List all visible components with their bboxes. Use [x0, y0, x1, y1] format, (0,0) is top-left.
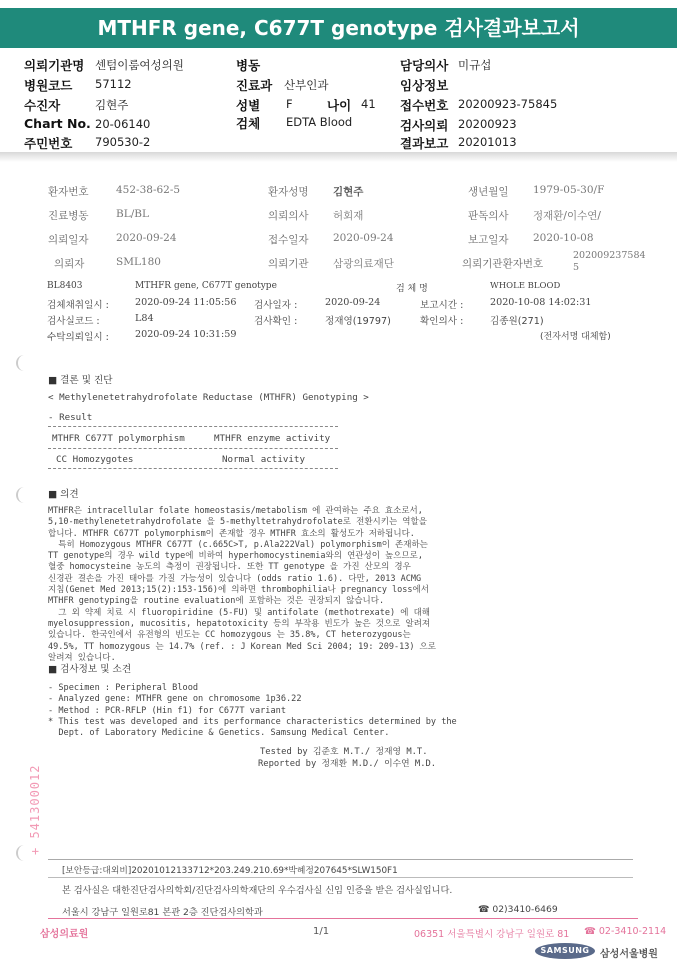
punch-mark-2 [16, 487, 28, 503]
ward-label: 병동 [236, 58, 261, 73]
reqdoc-value: 허회재 [333, 210, 364, 222]
info-line: - Specimen : Peripheral Blood [48, 683, 199, 693]
opinion-line: 특히 Homozygous MTHFR C677T (c.665C>T, p.Ala222Val) polymorphism이 존재하는 [48, 539, 428, 550]
opinion-line: 49.5%, TT homozygous 는 14.7% (ref. : J Korean Med Sci 2004; 19: 209-13) 으로 [48, 641, 436, 652]
rrn-value: 790530-2 [95, 135, 151, 149]
opinion-line: MTHFR genotyping을 routine evaluation에 포함하는 것은 권장되지 않습니다. [48, 596, 385, 607]
result-val1: CC Homozygotes [56, 454, 134, 465]
hospital-left: 삼성의료원 [40, 929, 89, 940]
hcode-value: 57112 [95, 77, 132, 91]
doctor-label: 담당의사 [400, 58, 449, 73]
result-subtitle: < Methylenetetrahydrofolate Reductase (MTHFR) Genotyping > [48, 392, 369, 403]
pid-label: 환자번호 [48, 186, 89, 198]
phone-bottom: ☎ 02-3410-2114 [584, 926, 667, 937]
header-shadow [0, 152, 677, 162]
readdoc-value: 정재환/이수연/ [533, 210, 601, 222]
opinion-line: 합니다. MTHFR C677T polymorphism이 존재할 경우 MTHFR 효소의 활성도가 저하됩니다. [48, 528, 415, 539]
opinion-line: TT genotype의 경우 wild type에 비하여 hyperhomocystinemia와의 연관성이 높으므로, [48, 551, 423, 562]
dept-label: 진료과 [236, 78, 273, 93]
reqorg-value: SML180 [116, 256, 161, 268]
age-label: 나이 [327, 98, 352, 113]
punch-mark-1 [16, 355, 28, 371]
opinion-line: 알려져 있습니다. [48, 652, 116, 663]
inst-value: 삼광의료재단 [333, 258, 394, 270]
address-bottom: 06351 서울특별시 강남구 일원로 81 [414, 929, 570, 940]
phone-line: ☎ 02)3410-6469 [478, 904, 558, 915]
address-line: 서울시 강남구 일원로81 본관 2층 진단검사의학과 [62, 907, 263, 918]
opinion-heading: ■ 의견 [48, 489, 79, 500]
org-label: 의뢰기관명 [24, 58, 85, 73]
side-code: + 541300012 [28, 764, 42, 855]
confirm-value: 정재영(19797) [325, 316, 391, 327]
sex-label: 성별 [236, 98, 261, 113]
esign-note: (전자서명 대체함) [540, 332, 611, 342]
security-line: [보안등급:대외비]20201012133712*203.249.210.69*박혜정207645*SLW150F1 [62, 866, 398, 876]
hcode-label: 병원코드 [24, 78, 73, 93]
readdoc-label: 판독의사 [468, 210, 509, 222]
spec-value: EDTA Blood [286, 115, 353, 129]
opinion-line: 그 외 약제 치료 시 fluoropiridine (5-FU) 및 antifolate (methotrexate) 에 대해 [48, 607, 431, 618]
instpid-value-2: 5 [573, 262, 580, 273]
hospital-right: 삼성서울병원 [600, 949, 658, 960]
result-heading: ■ 결론 및 진단 [48, 375, 113, 386]
lab-value: L84 [135, 313, 154, 324]
specimen-value: WHOLE BLOOD [490, 281, 561, 291]
tested-by: Tested by 김준호 M.T./ 정재영 M.T. [260, 747, 428, 757]
req-value: 20200923 [458, 117, 517, 131]
testdate-label: 검사일자 : [254, 300, 298, 311]
confdoc-label: 확인의사 : [420, 316, 464, 327]
dob-value: 1979-05-30/F [533, 184, 605, 196]
recvtime-value: 2020-09-24 10:31:59 [135, 329, 237, 340]
rcvdate-label: 접수일자 [268, 234, 309, 246]
cert-line: 본 검사실은 대한진단검사의학회/진단검사의학재단의 우수검사실 신임 인증을 받은 검사실입니다. [62, 885, 453, 896]
opinion-line: 혈중 homocysteine 농도의 측정이 권장됩니다. 또한 TT genotype 을 가진 산모의 경우 [48, 562, 411, 573]
result-col1: MTHFR C677T polymorphism [52, 433, 185, 444]
pname-value: 김현주 [333, 186, 364, 198]
info-line: * This test was developed and its performance characteristics determined by the [48, 716, 457, 727]
recv-value: 김현주 [95, 98, 129, 112]
samsung-logo-text: SAMSUNG [540, 946, 590, 955]
info-line: - Method : PCR-RFLP (Hin f1) for C677T variant [48, 705, 286, 716]
info-body [48, 683, 457, 739]
footer-rule-top [48, 859, 633, 860]
result-rule-bottom [48, 468, 338, 469]
result-rule-top [48, 426, 338, 427]
spec-label: 검체 [236, 116, 261, 131]
ward2-label: 진료병동 [48, 210, 89, 222]
recv-label: 수진자 [24, 98, 61, 113]
result-col2: MTHFR enzyme activity [214, 433, 331, 444]
acc-value: 20200923-75845 [458, 97, 558, 111]
confirm-label: 검사확인 : [254, 316, 298, 327]
coll-value: 2020-09-24 11:05:56 [135, 297, 237, 308]
pid-value: 452-38-62-5 [116, 184, 181, 196]
result-rule-mid [48, 448, 338, 449]
info-heading: ■ 검사정보 및 소견 [48, 664, 132, 675]
acc-label: 접수번호 [400, 98, 449, 113]
reptime-label: 보고시간 : [420, 300, 464, 311]
repdate-label: 보고일자 [468, 234, 509, 246]
result-val2: Normal activity [222, 454, 305, 465]
info-line: Dept. of Laboratory Medicine & Genetics. Samsung Medical Center. [48, 728, 390, 739]
rep-value: 20201013 [458, 135, 517, 149]
rcvdate-value: 2020-09-24 [333, 232, 394, 244]
req-label: 검사의뢰 [400, 118, 449, 133]
org-value: 센텀이룸여성의원 [95, 58, 184, 72]
opinion-body [48, 506, 436, 664]
doctor-value: 미규섭 [458, 58, 492, 72]
footer-pink-rule [48, 918, 638, 919]
rrn-label: 주민번호 [24, 136, 73, 151]
instpid-label: 의뢰기관환자번호 [462, 258, 544, 270]
page-number: 1/1 [313, 926, 330, 937]
age-value: 41 [361, 97, 376, 111]
opinion-line: 지침(Genet Med 2013;15(2):153-156)에 의하면 thrombophilia나 pregnancy loss에서 [48, 585, 429, 596]
test-name: MTHFR gene, C677T genotype [135, 281, 277, 291]
ward2-value: BL/BL [116, 208, 149, 220]
samsung-logo [535, 943, 595, 959]
opinion-line: 5,10-methylenetetrahydrofolate 을 5-methyltetrahydrofolate로 전환시키는 역할을 [48, 517, 427, 528]
repdate-value: 2020-10-08 [533, 232, 594, 244]
dept-value: 산부인과 [284, 78, 329, 92]
opinion-line: MTHFR은 intracellular folate homeostasis/metabolism 에 관여하는 주요 효소로서, [48, 506, 423, 516]
lab-label: 검사실코드 : [47, 316, 100, 327]
opinion-line: myelosuppression, mucositis, hepatotoxicity 등의 부작용 빈도가 높은 것으로 알려져 [48, 618, 431, 629]
result-label: - Result [48, 412, 93, 423]
pname-label: 환자성명 [268, 186, 309, 198]
reqdate-label: 의뢰일자 [48, 234, 89, 246]
clinic-label: 임상정보 [400, 78, 449, 93]
dob-label: 생년월일 [468, 186, 509, 198]
testdate-value: 2020-09-24 [325, 297, 381, 308]
reptime-value: 2020-10-08 14:02:31 [490, 297, 592, 308]
punch-mark-3 [16, 845, 28, 861]
opinion-line: 있습니다. 한국인에서 유전형의 빈도는 CC homozygous 는 35.8%, CT heterozygous는 [48, 630, 411, 641]
chart-label: Chart No. [24, 116, 91, 131]
opinion-line: 신경관 결손을 가진 태아를 가질 가능성이 있습니다 (odds ratio 1.6). 다만, 2013 ACMG [48, 573, 422, 584]
footer-rule-mid [48, 877, 633, 878]
confdoc-value: 김종원(271) [490, 316, 544, 327]
test-code: BL8403 [47, 281, 83, 291]
rep-label: 결과보고 [400, 136, 449, 151]
recvtime-label: 수탁의뢰일시 : [47, 332, 109, 343]
report-title: MTHFR gene, C677T genotype 검사결과보고서 [0, 8, 677, 48]
coll-label: 검체채취일시 : [47, 300, 109, 311]
reported-by: Reported by 정재환 M.D./ 이수연 M.D. [258, 759, 437, 769]
info-line: - Analyzed gene: MTHFR gene on chromosome 1p36.22 [48, 694, 302, 705]
inst-label: 의뢰기관 [268, 258, 309, 270]
reqdoc-label: 의뢰의사 [268, 210, 309, 222]
chart-value: 20-06140 [95, 117, 151, 131]
reqorg-label: 의뢰자 [54, 258, 85, 270]
specimen-label: 검 체 명 [396, 284, 428, 294]
sex-value: F [286, 97, 293, 111]
reqdate-value: 2020-09-24 [116, 232, 177, 244]
instpid-value-1: 202009237584 [573, 250, 646, 261]
